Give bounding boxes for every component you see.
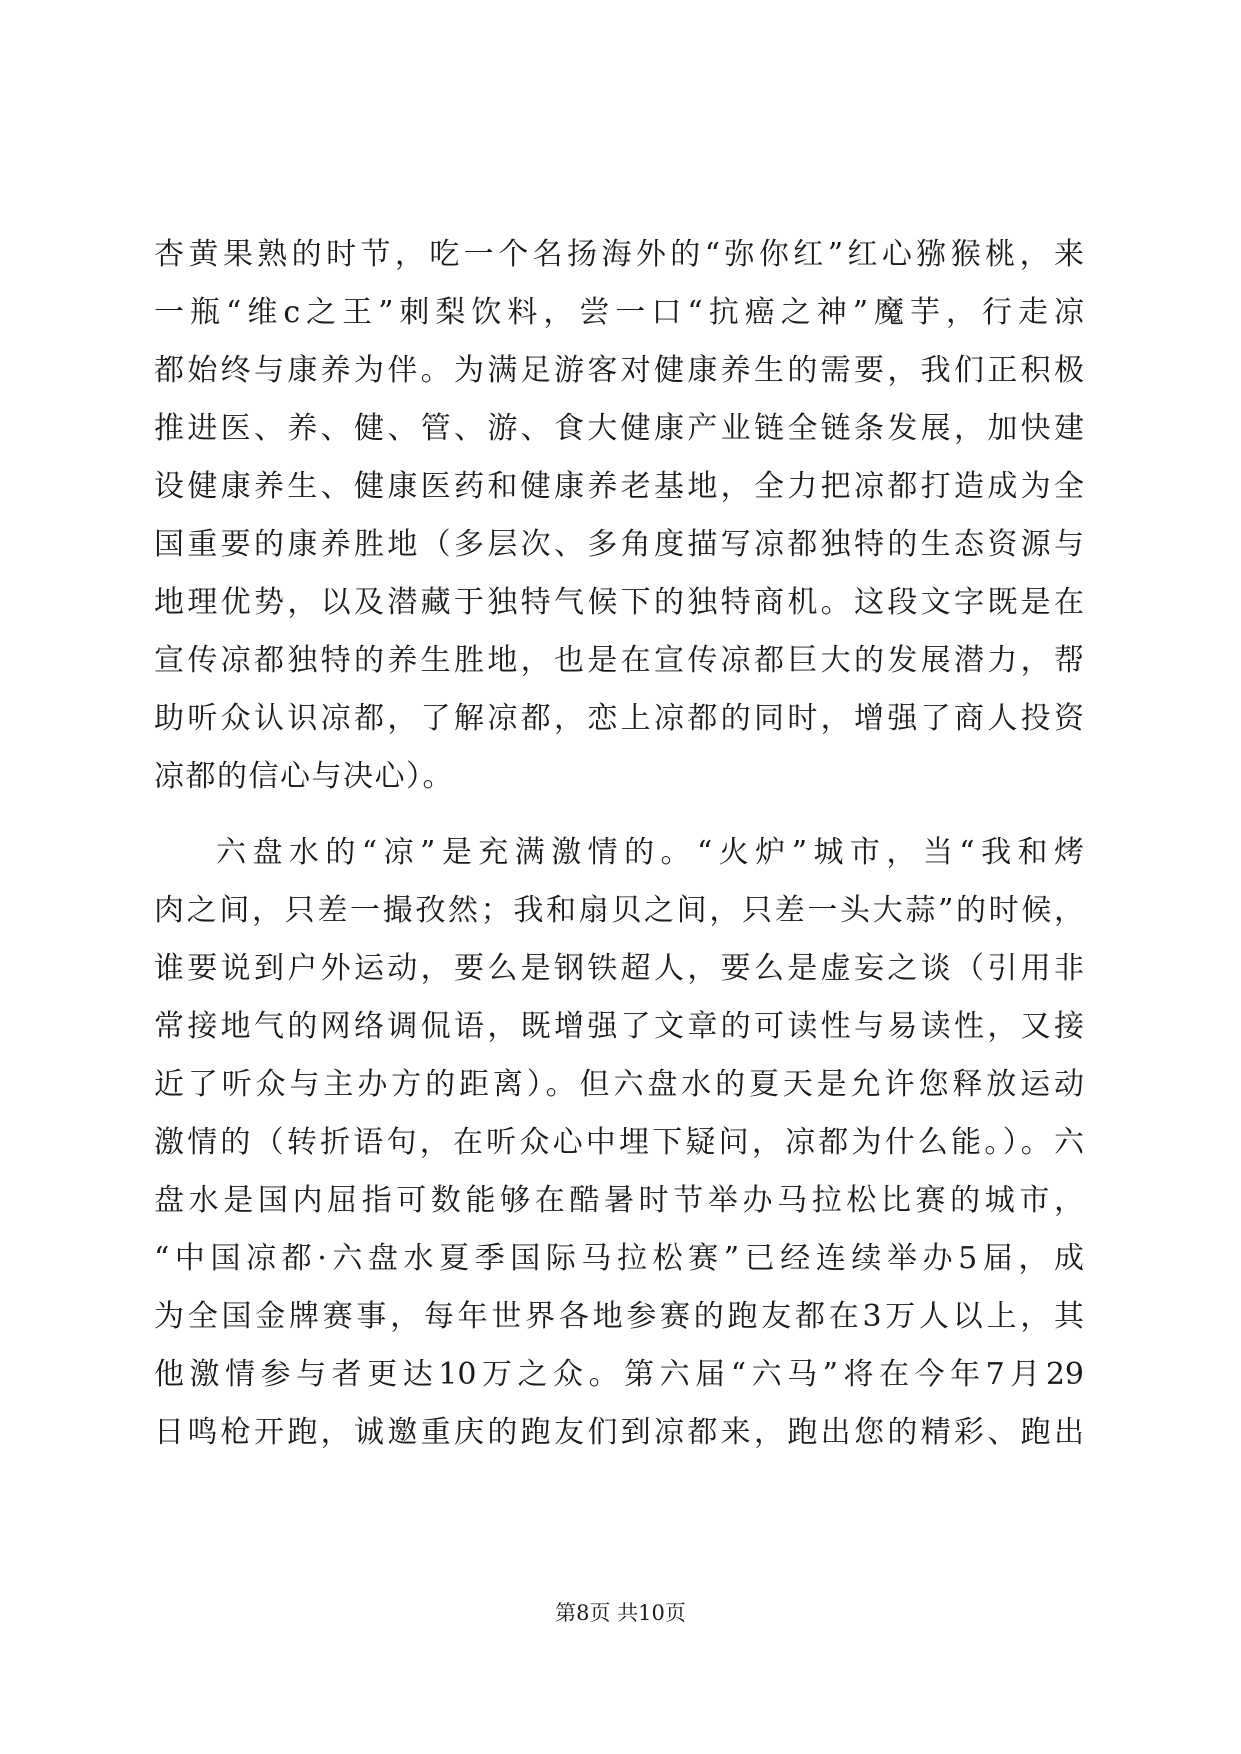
text-line: 盘水是国内屈指可数能够在酷暑时节举办马拉松比赛的城市， (154, 1183, 1084, 1218)
text-line: 他激情参与者更达10万之众。第六届“六马”将在今年7月29 (154, 1357, 1084, 1392)
text-line: 助听众认识凉都，了解凉都，恋上凉都的同时，增强了商人投资 (154, 701, 1084, 736)
text-line: 日鸣枪开跑，诚邀重庆的跑友们到凉都来，跑出您的精彩、跑出 (154, 1415, 1084, 1450)
text-line: 肉之间，只差一撮孜然；我和扇贝之间，只差一头大蒜”的时候， (154, 893, 1084, 928)
text-line: 六盘水的“凉”是充满激情的。“火炉”城市，当“我和烤 (216, 835, 1084, 870)
paragraph-1 (154, 226, 1084, 806)
text-line: 凉都的信心与决心）。 (154, 759, 454, 794)
text-line: 一瓶“维c之王”刺梨饮料，尝一口“抗癌之神”魔芋，行走凉 (154, 295, 1084, 330)
text-line: 都始终与康养为伴。为满足游客对健康养生的需要，我们正积极 (154, 353, 1084, 388)
text-line: 宣传凉都独特的养生胜地，也是在宣传凉都巨大的发展潜力，帮 (154, 643, 1084, 678)
text-line: 国重要的康养胜地（多层次、多角度描写凉都独特的生态资源与 (154, 527, 1084, 562)
text-line: 谁要说到户外运动，要么是钢铁超人，要么是虚妄之谈（引用非 (154, 951, 1084, 986)
text-line: 近了听众与主办方的距离）。但六盘水的夏天是允许您释放运动 (154, 1067, 1084, 1102)
page-number-footer: 第8页 共10页 (555, 1601, 686, 1625)
paragraph-2 (154, 824, 1084, 1462)
text-line: 推进医、养、健、管、游、食大健康产业链全链条发展，加快建 (154, 411, 1084, 446)
text-line: 激情的（转折语句，在听众心中埋下疑问，凉都为什么能。）。六 (154, 1125, 1084, 1160)
body-text (154, 226, 1084, 1462)
text-line: 地理优势，以及潜藏于独特气候下的独特商机。这段文字既是在 (154, 585, 1084, 620)
text-line: 杏黄果熟的时节，吃一个名扬海外的“弥你红”红心猕猴桃，来 (154, 237, 1084, 272)
paragraph-spacer (154, 806, 1084, 824)
text-line: 设健康养生、健康医药和健康养老基地，全力把凉都打造成为全 (154, 469, 1084, 504)
text-line: 为全国金牌赛事，每年世界各地参赛的跑友都在3万人以上，其 (154, 1299, 1084, 1334)
text-line: 常接地气的网络调侃语，既增强了文章的可读性与易读性，又接 (154, 1009, 1084, 1044)
text-line: “中国凉都·六盘水夏季国际马拉松赛”已经连续举办5届，成 (154, 1241, 1084, 1276)
